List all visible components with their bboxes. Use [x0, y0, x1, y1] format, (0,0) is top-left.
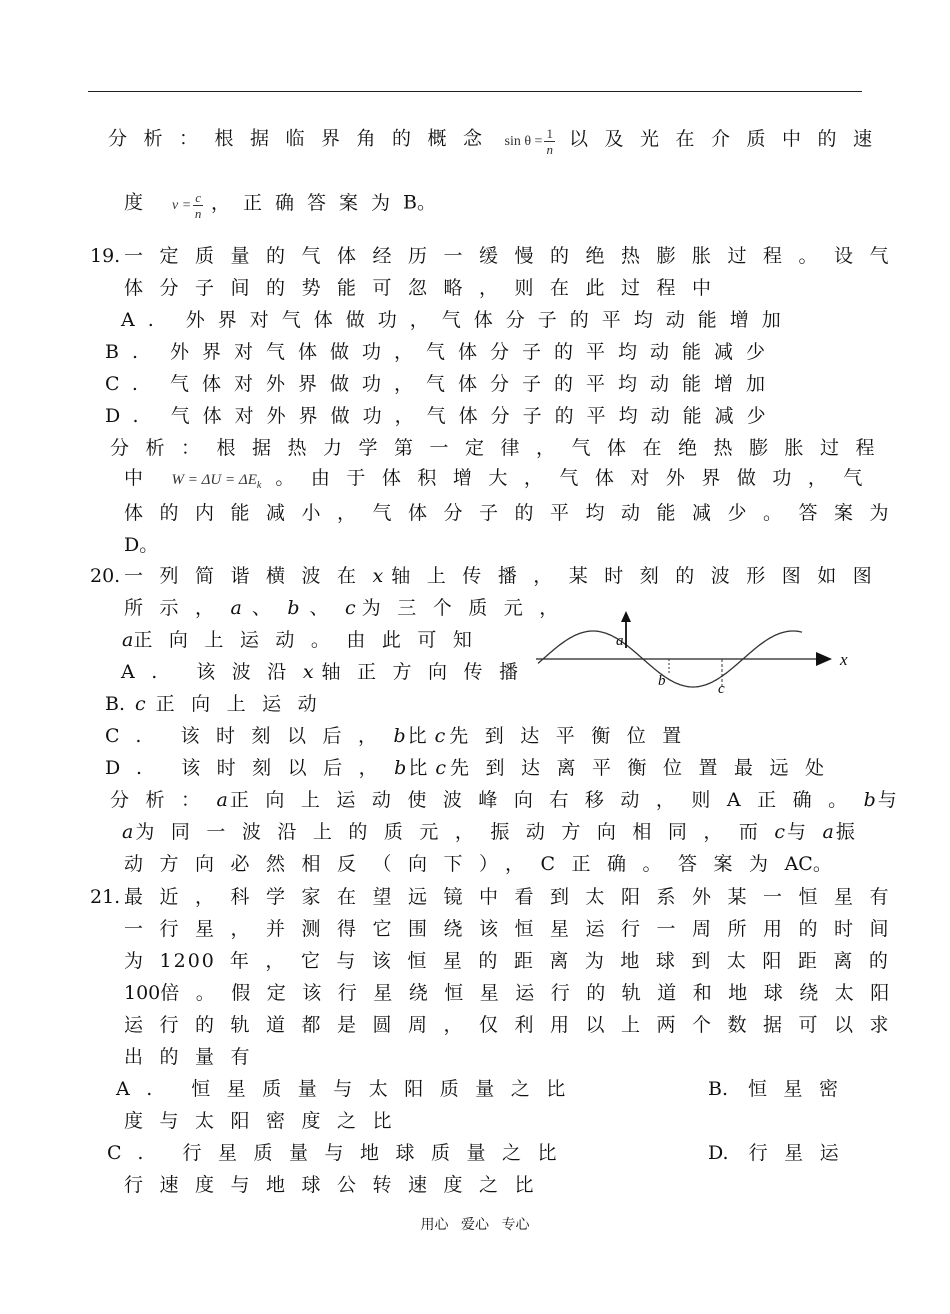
question-21-stem-6: 出的量有	[124, 1046, 267, 1068]
label-a: a	[616, 633, 624, 649]
question-21-option-b-cont: 度与太阳密度之比	[124, 1110, 409, 1132]
question-20-option-b: B. c 正向上运动	[105, 693, 334, 715]
x-axis-label: x	[840, 650, 848, 669]
question-21-stem-2: 一行星，并测得它围绕该恒星运行一周所用的时间	[124, 918, 906, 940]
question-21-option-d: D. 行星运	[708, 1142, 856, 1164]
question-19-option-b: B. 外界对气体做功，气体分子的平均动能减少	[105, 341, 779, 363]
question-19-stem-1: 一定质量的气体经历一缓慢的绝热膨胀过程。设气	[124, 245, 906, 267]
arrow-up-icon	[621, 611, 631, 622]
question-21-option-b: B. 恒星密	[708, 1078, 855, 1100]
question-21-stem-5: 运行的轨道都是圆周，仅利用以上两个数据可以求	[124, 1014, 906, 1036]
question-21-option-d-cont: 行速度与地球公转速度之比	[124, 1174, 551, 1196]
question-20-analysis-1: 分析：a 正向上运动使波峰向右移动，则A正确。b 与	[110, 789, 897, 811]
label-b: b	[658, 673, 666, 689]
question-20-option-a: A. 该波沿x 轴正方向传播	[121, 661, 535, 683]
analysis-18-line-2: 度 v = $\frac{c}{n}$ ，正确答案为B。	[124, 190, 436, 221]
question-19-analysis-4: D。	[124, 534, 159, 556]
analysis-18-text: 分析：根据临界角的概念	[108, 127, 499, 150]
page-footer: 用心 爱心 专心	[420, 1217, 530, 1233]
question-19-analysis-2: 中 $W = \Delta U = \Delta E_k$ 。由于体积增大，气体对外界做功，气	[124, 467, 879, 491]
question-19-analysis-3: 体的内能减小，气体分子的平均动能减少。答案为	[124, 502, 906, 524]
question-21-option-a: A. 恒星质量与太阳质量之比	[116, 1078, 582, 1100]
first-law-formula: $W = \Delta U = \Delta E_k$	[171, 472, 262, 491]
question-21-number: 21.	[90, 886, 121, 908]
question-19-option-d: D. 气体对外界做功，气体分子的平均动能减少	[105, 405, 779, 427]
question-19-option-c: C. 气体对外界做功，气体分子的平均动能增加	[105, 373, 778, 395]
wave-figure	[530, 608, 860, 703]
question-20-number: 20.	[90, 565, 121, 587]
question-19-option-a: A. 外界对气体做功，气体分子的平均动能增加	[121, 309, 794, 331]
question-20-option-d: D. 该时刻以后，b 比 c 先到达离平衡位置最远处	[105, 757, 841, 779]
question-19-stem-2: 体分子间的势能可忽略，则在此过程中	[124, 277, 728, 299]
question-20-analysis-2: a 为同一波沿上的质元，振动方向相同，而c 与a 振	[122, 821, 855, 843]
question-21-option-c: C. 行星质量与地球质量之比	[107, 1142, 573, 1164]
analysis-18-line-1	[108, 126, 888, 157]
question-20-stem-3: a正向上运动。由此可知	[122, 629, 489, 651]
question-19-analysis-1: 分析：根据热力学第一定律，气体在绝热膨胀过程	[110, 437, 892, 459]
question-21-stem-3: 为1200 年，它与该恒星的距离为地球到太阳距离的	[124, 950, 905, 972]
question-19-number: 19.	[90, 245, 121, 267]
question-20-option-c: C. 该时刻以后，b 比 c 先到达平衡位置	[105, 725, 698, 747]
analysis-18-text-2: 以及光在介质中的速	[568, 127, 889, 150]
question-20-stem-1: 一列简谐横波在x 轴上传播，某时刻的波形图如图	[124, 565, 889, 587]
speed-formula: v = $\frac{c}{n}$	[172, 190, 202, 221]
question-20-analysis-3: 动方向必然相反（向下），C正确。答案为AC。	[124, 853, 832, 875]
question-21-stem-4: 100倍。假定该行星绕恒星运行的轨道和地球绕太阳	[124, 982, 906, 1004]
x-axis-arrow-icon	[816, 652, 832, 666]
header-rule	[88, 91, 862, 92]
label-c: c	[718, 681, 725, 697]
critical-angle-formula: sin θ = $\frac{1}{n}$	[504, 126, 553, 157]
question-20-stem-2: 所示，a 、b 、c 为三个质元，	[124, 597, 575, 619]
question-21-stem-1: 最近，科学家在望远镜中看到太阳系外某一恒星有	[124, 886, 906, 908]
